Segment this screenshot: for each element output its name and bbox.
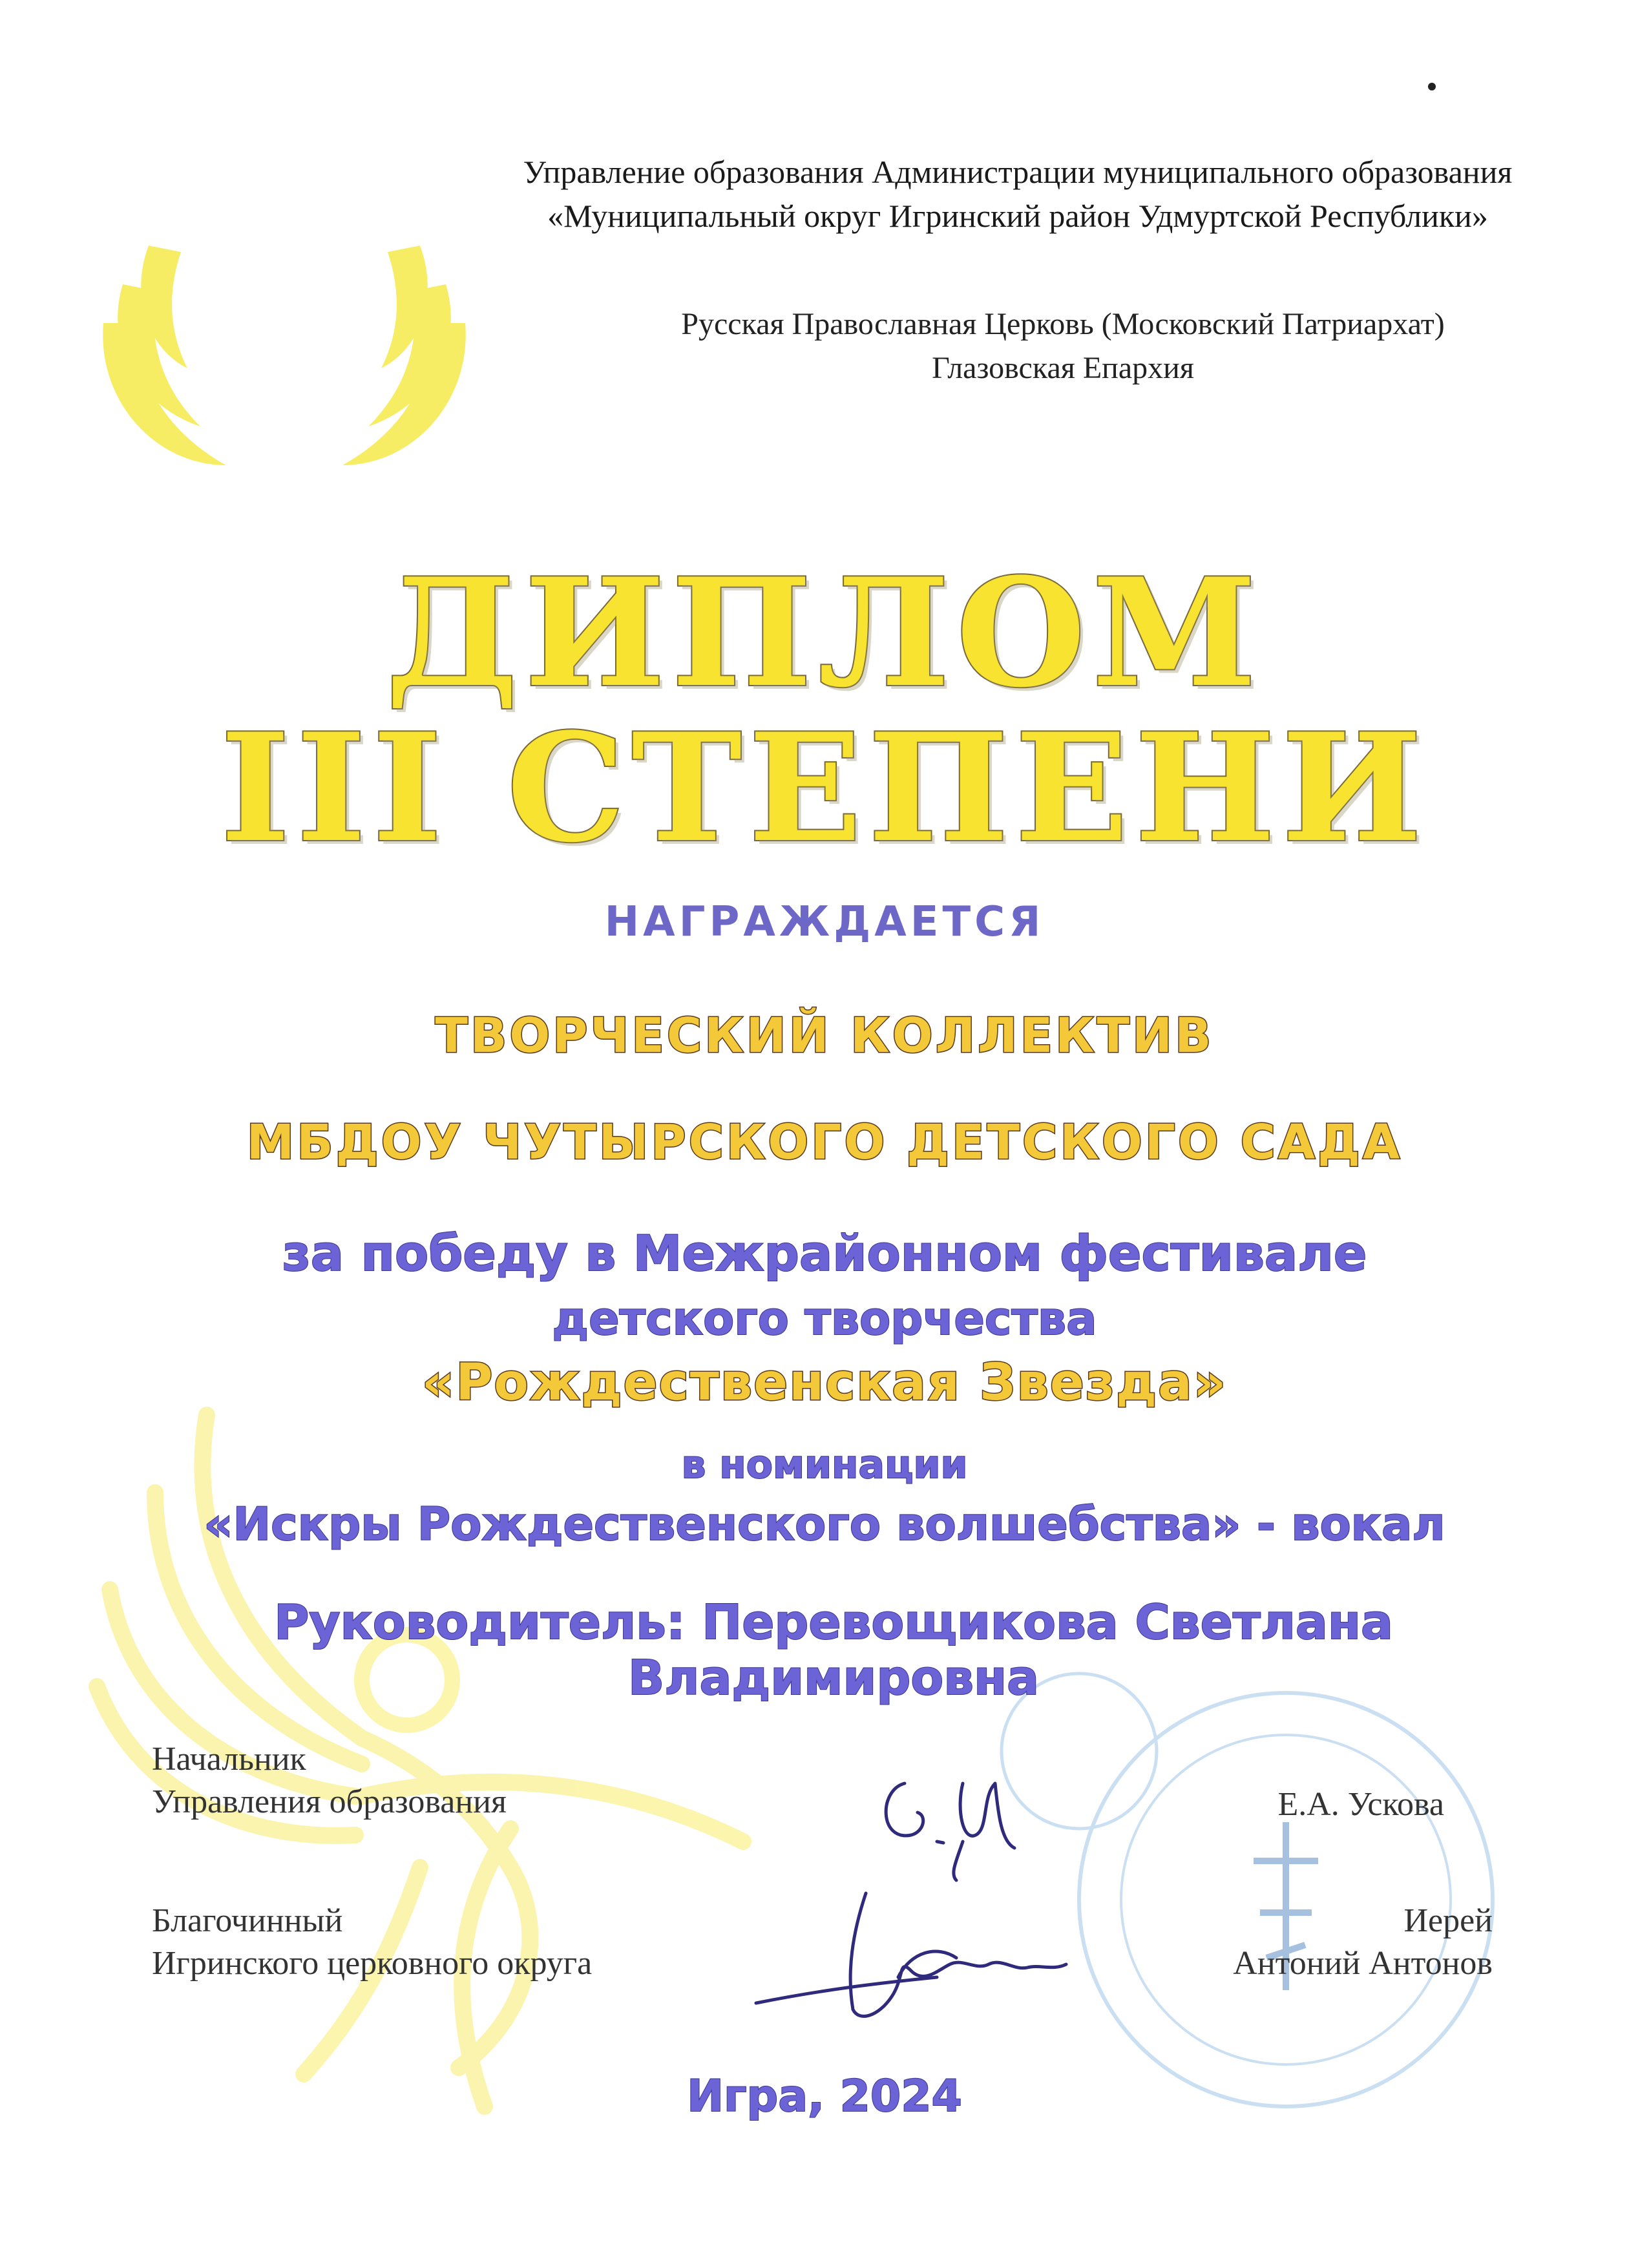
education-department-header — [452, 150, 1583, 238]
church-line-1: Русская Православная Церковь (Московский Патриархат) — [681, 307, 1445, 341]
awarded-label: НАГРАЖДАЕТСЯ — [604, 898, 1045, 946]
signature-1 — [866, 1745, 1047, 1887]
festival-name: «Рождественская Звезда» — [421, 1354, 1228, 1412]
signatory-2-name — [1163, 1900, 1493, 1985]
reason-line-2: детского творчества — [552, 1292, 1097, 1345]
recipient-line-1: ТВОРЧЕСКИЙ КОЛЛЕКТИВ — [435, 1008, 1214, 1064]
recipient-line-2: МБДОУ ЧУТЫРСКОГО ДЕТСКОГО САДА — [246, 1115, 1403, 1170]
org-line-1: Управление образования Администрации муниципального образования — [523, 154, 1513, 190]
signatory-1-name: Е.А. Ускова — [1277, 1786, 1444, 1823]
festival-logo — [78, 129, 491, 491]
leader-line: Руководитель: Перевощикова Светлана Владимировна — [274, 1595, 1393, 1706]
signatory-1-role-line-1: Начальник — [152, 1741, 306, 1778]
diploma-title: ДИПЛОМ — [386, 546, 1263, 720]
reason-line-1: за победу в Межрайонном фестивале — [282, 1224, 1367, 1282]
signature-2 — [743, 1874, 1079, 2035]
church-header — [594, 302, 1531, 390]
signatory-1-role-line-2: Управления образования — [152, 1783, 507, 1820]
scan-speck — [1428, 83, 1436, 90]
org-line-2: «Муниципальный округ Игринский район Удмуртской Республики» — [547, 198, 1488, 234]
signatory-2-role-line-2: Игринского церковного округа — [152, 1945, 593, 1982]
signatory-2-fullname: Антоний Антонов — [1233, 1945, 1493, 1982]
signatory-2-title: Иерей — [1403, 1902, 1493, 1939]
church-line-2: Глазовская Епархия — [932, 351, 1194, 385]
nomination-label: в номинации — [681, 1442, 968, 1487]
place-and-year: Игра, 2024 — [687, 2071, 962, 2122]
signatory-2-role — [152, 1900, 592, 1985]
signatory-2-role-line-1: Благочинный — [152, 1902, 343, 1939]
signatory-1-role — [152, 1738, 507, 1823]
nomination-name: «Искры Рождественского волшебства» - вокал — [204, 1498, 1445, 1551]
diploma-degree: III СТЕПЕНИ — [220, 701, 1429, 876]
